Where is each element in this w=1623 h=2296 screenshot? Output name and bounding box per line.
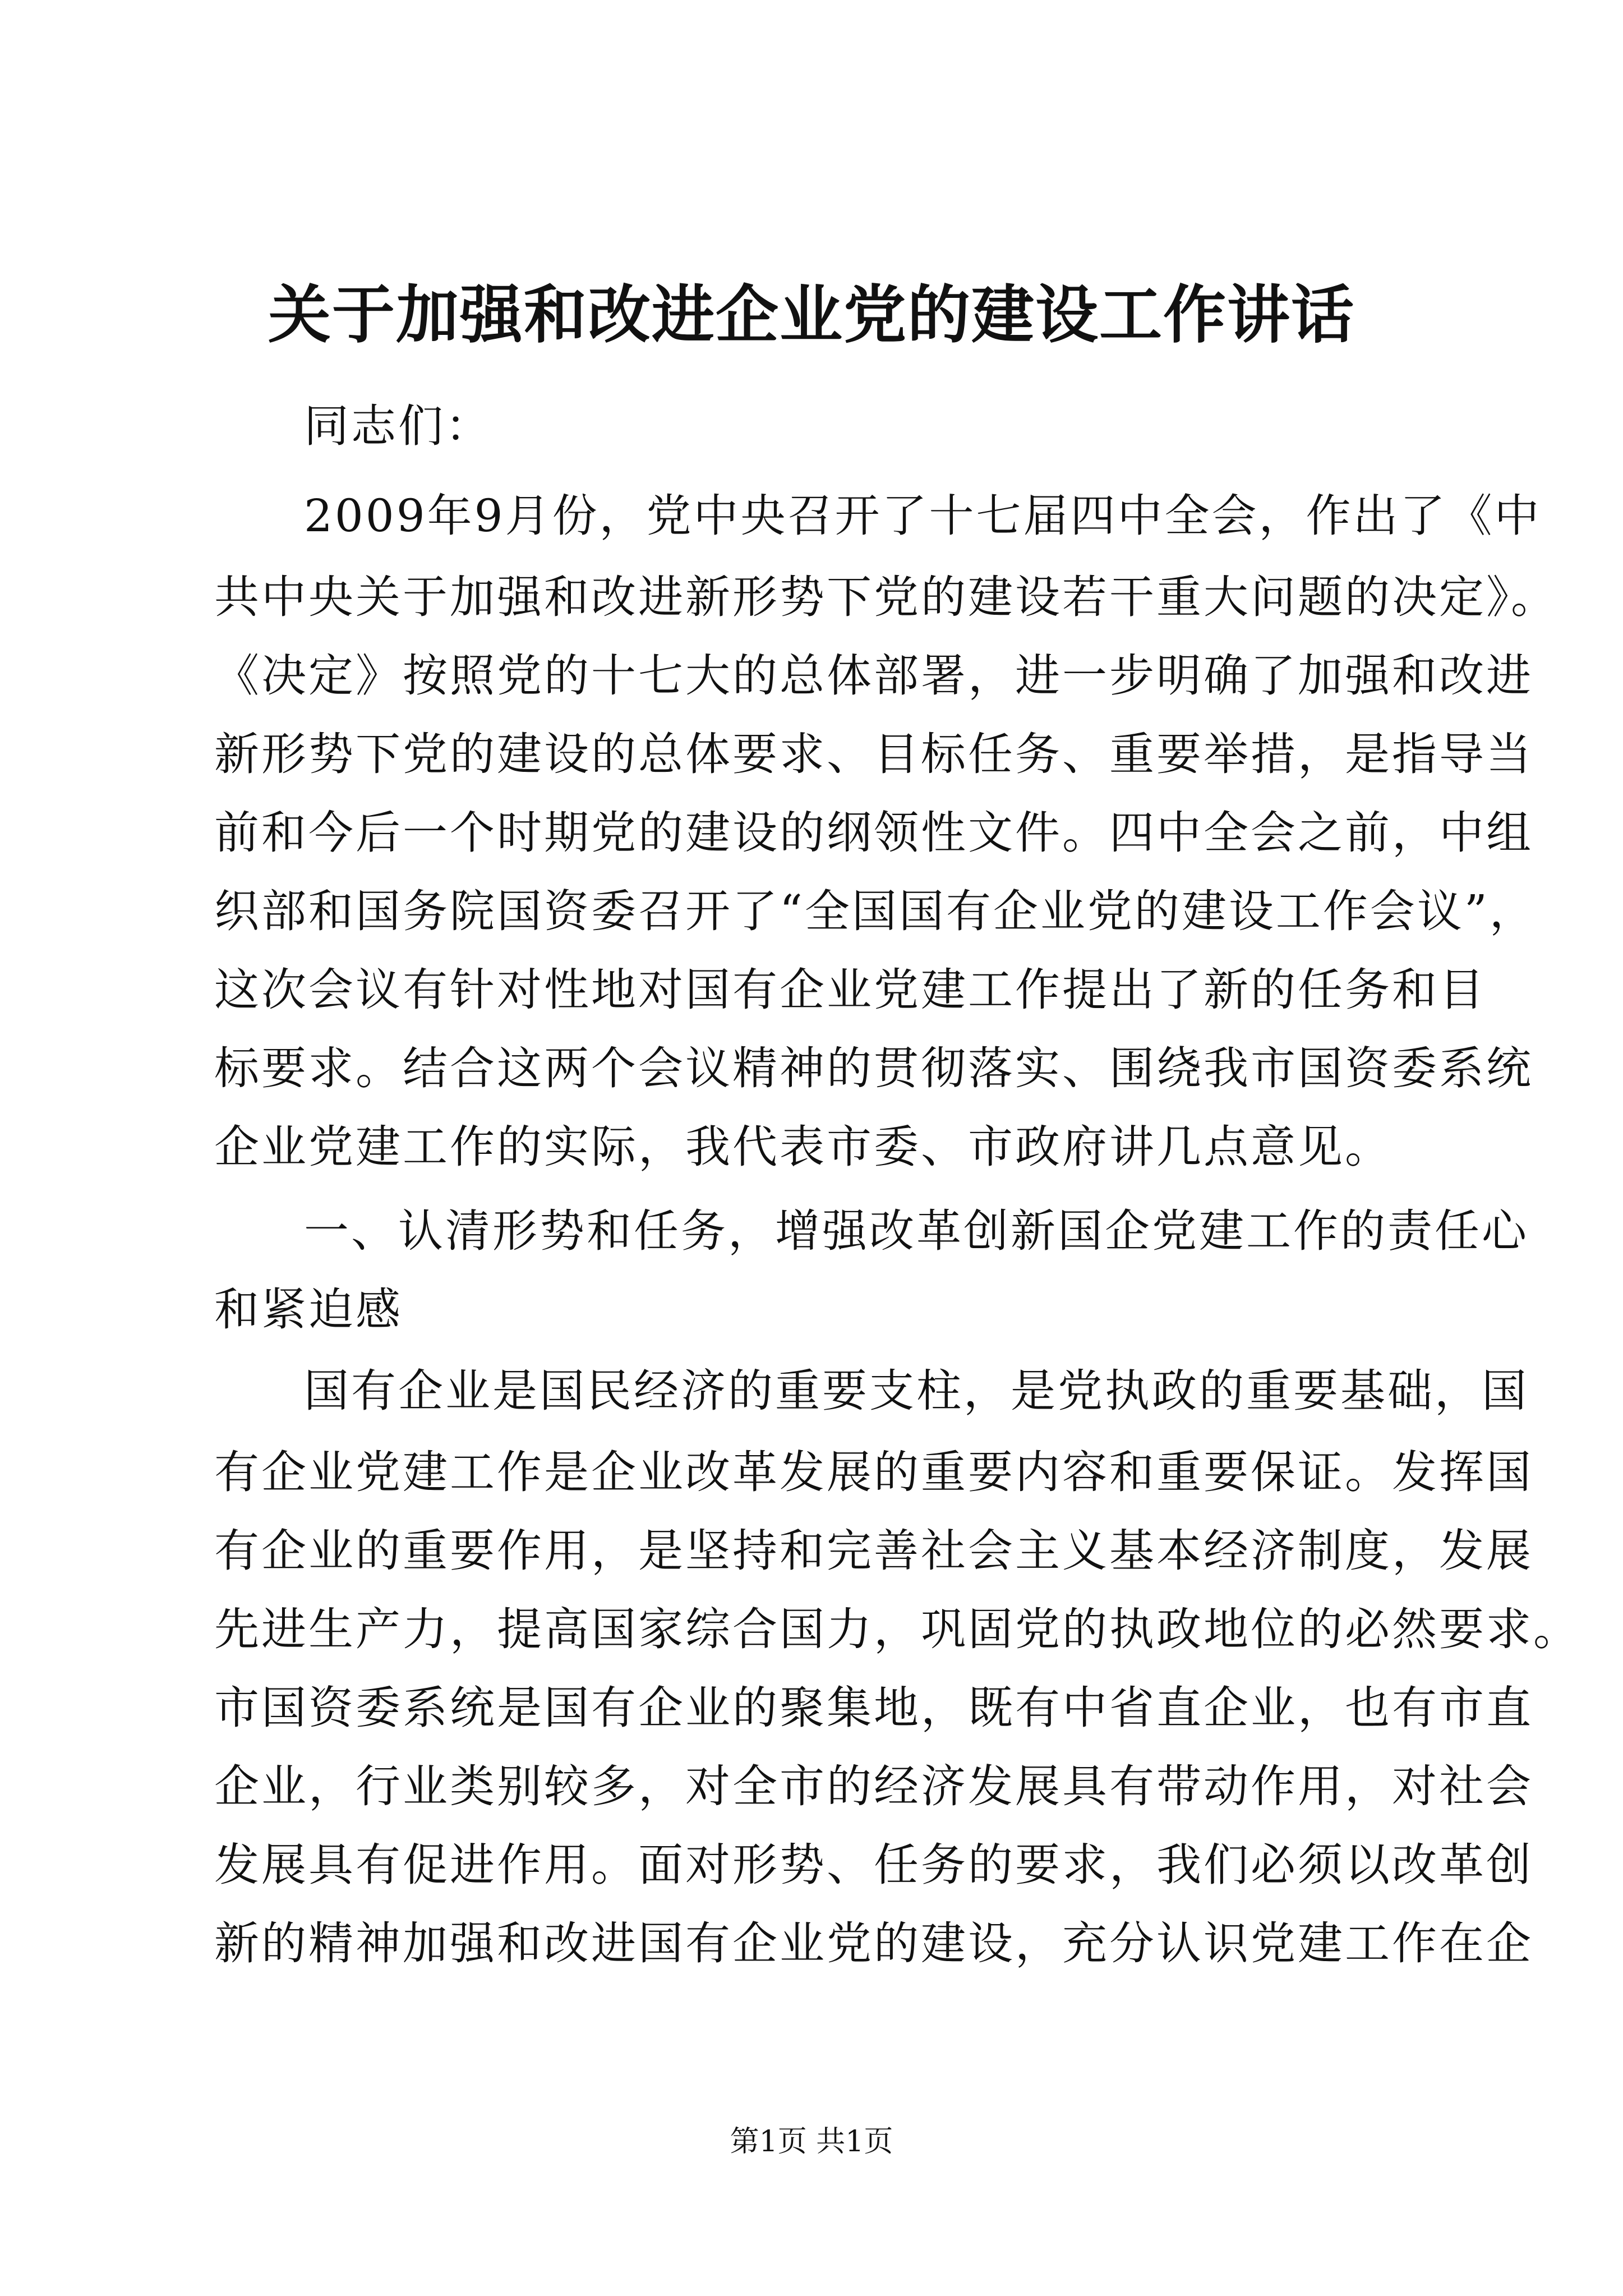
section-heading: 一、认清形势和任务，增强改革创新国企党建工作的责任心 <box>304 1205 1529 1257</box>
body-line: 企业党建工作的实际，我代表市委、市政府讲几点意见。 <box>214 1121 1392 1173</box>
body-line: 共中央关于加强和改进新形势下党的建设若干重大问题的决定》。 <box>214 571 1558 623</box>
page-footer: 第1页 共1页 <box>730 2125 893 2159</box>
body-line: 标要求。结合这两个会议精神的贯彻落实、围绕我市国资委系统 <box>214 1042 1533 1094</box>
body-line: 有企业的重要作用，是坚持和完善社会主义基本经济制度，发展 <box>214 1525 1533 1577</box>
body-line: 《决定》按照党的十七大的总体部署，进一步明确了加强和改进 <box>214 650 1533 702</box>
body-line: 先进生产力，提高国家综合国力，巩固党的执政地位的必然要求。 <box>214 1603 1580 1655</box>
body-line: 前和今后一个时期党的建设的纲领性文件。四中全会之前，中组 <box>214 807 1533 859</box>
body-line: 发展具有促进作用。面对形势、任务的要求，我们必须以改革创 <box>214 1839 1533 1891</box>
body-line: 新的精神加强和改进国有企业党的建设，充分认识党建工作在企 <box>214 1917 1533 1970</box>
body-line: 2009年9月份，党中央召开了十七届四中全会，作出了《中 <box>304 490 1542 542</box>
document-title: 关于加强和改进企业党的建设工作讲话 <box>268 278 1355 352</box>
body-line: 有企业党建工作是企业改革发展的重要内容和重要保证。发挥国 <box>214 1446 1533 1498</box>
body-line: 企业，行业类别较多，对全市的经济发展具有带动作用，对社会 <box>214 1760 1533 1812</box>
body-line: 市国资委系统是国有企业的聚集地，既有中省直企业，也有市直 <box>214 1682 1533 1734</box>
section-heading: 和紧迫感 <box>214 1283 403 1336</box>
body-line: 这次会议有针对性地对国有企业党建工作提出了新的任务和目 <box>214 964 1486 1016</box>
greeting: 同志们： <box>304 400 492 452</box>
body-line: 新形势下党的建设的总体要求、目标任务、重要举措，是指导当 <box>214 728 1533 780</box>
body-line: 国有企业是国民经济的重要支柱，是党执政的重要基础，国 <box>304 1365 1529 1417</box>
body-line: 织部和国务院国资委召开了“全国国有企业党的建设工作会议”， <box>214 885 1537 937</box>
